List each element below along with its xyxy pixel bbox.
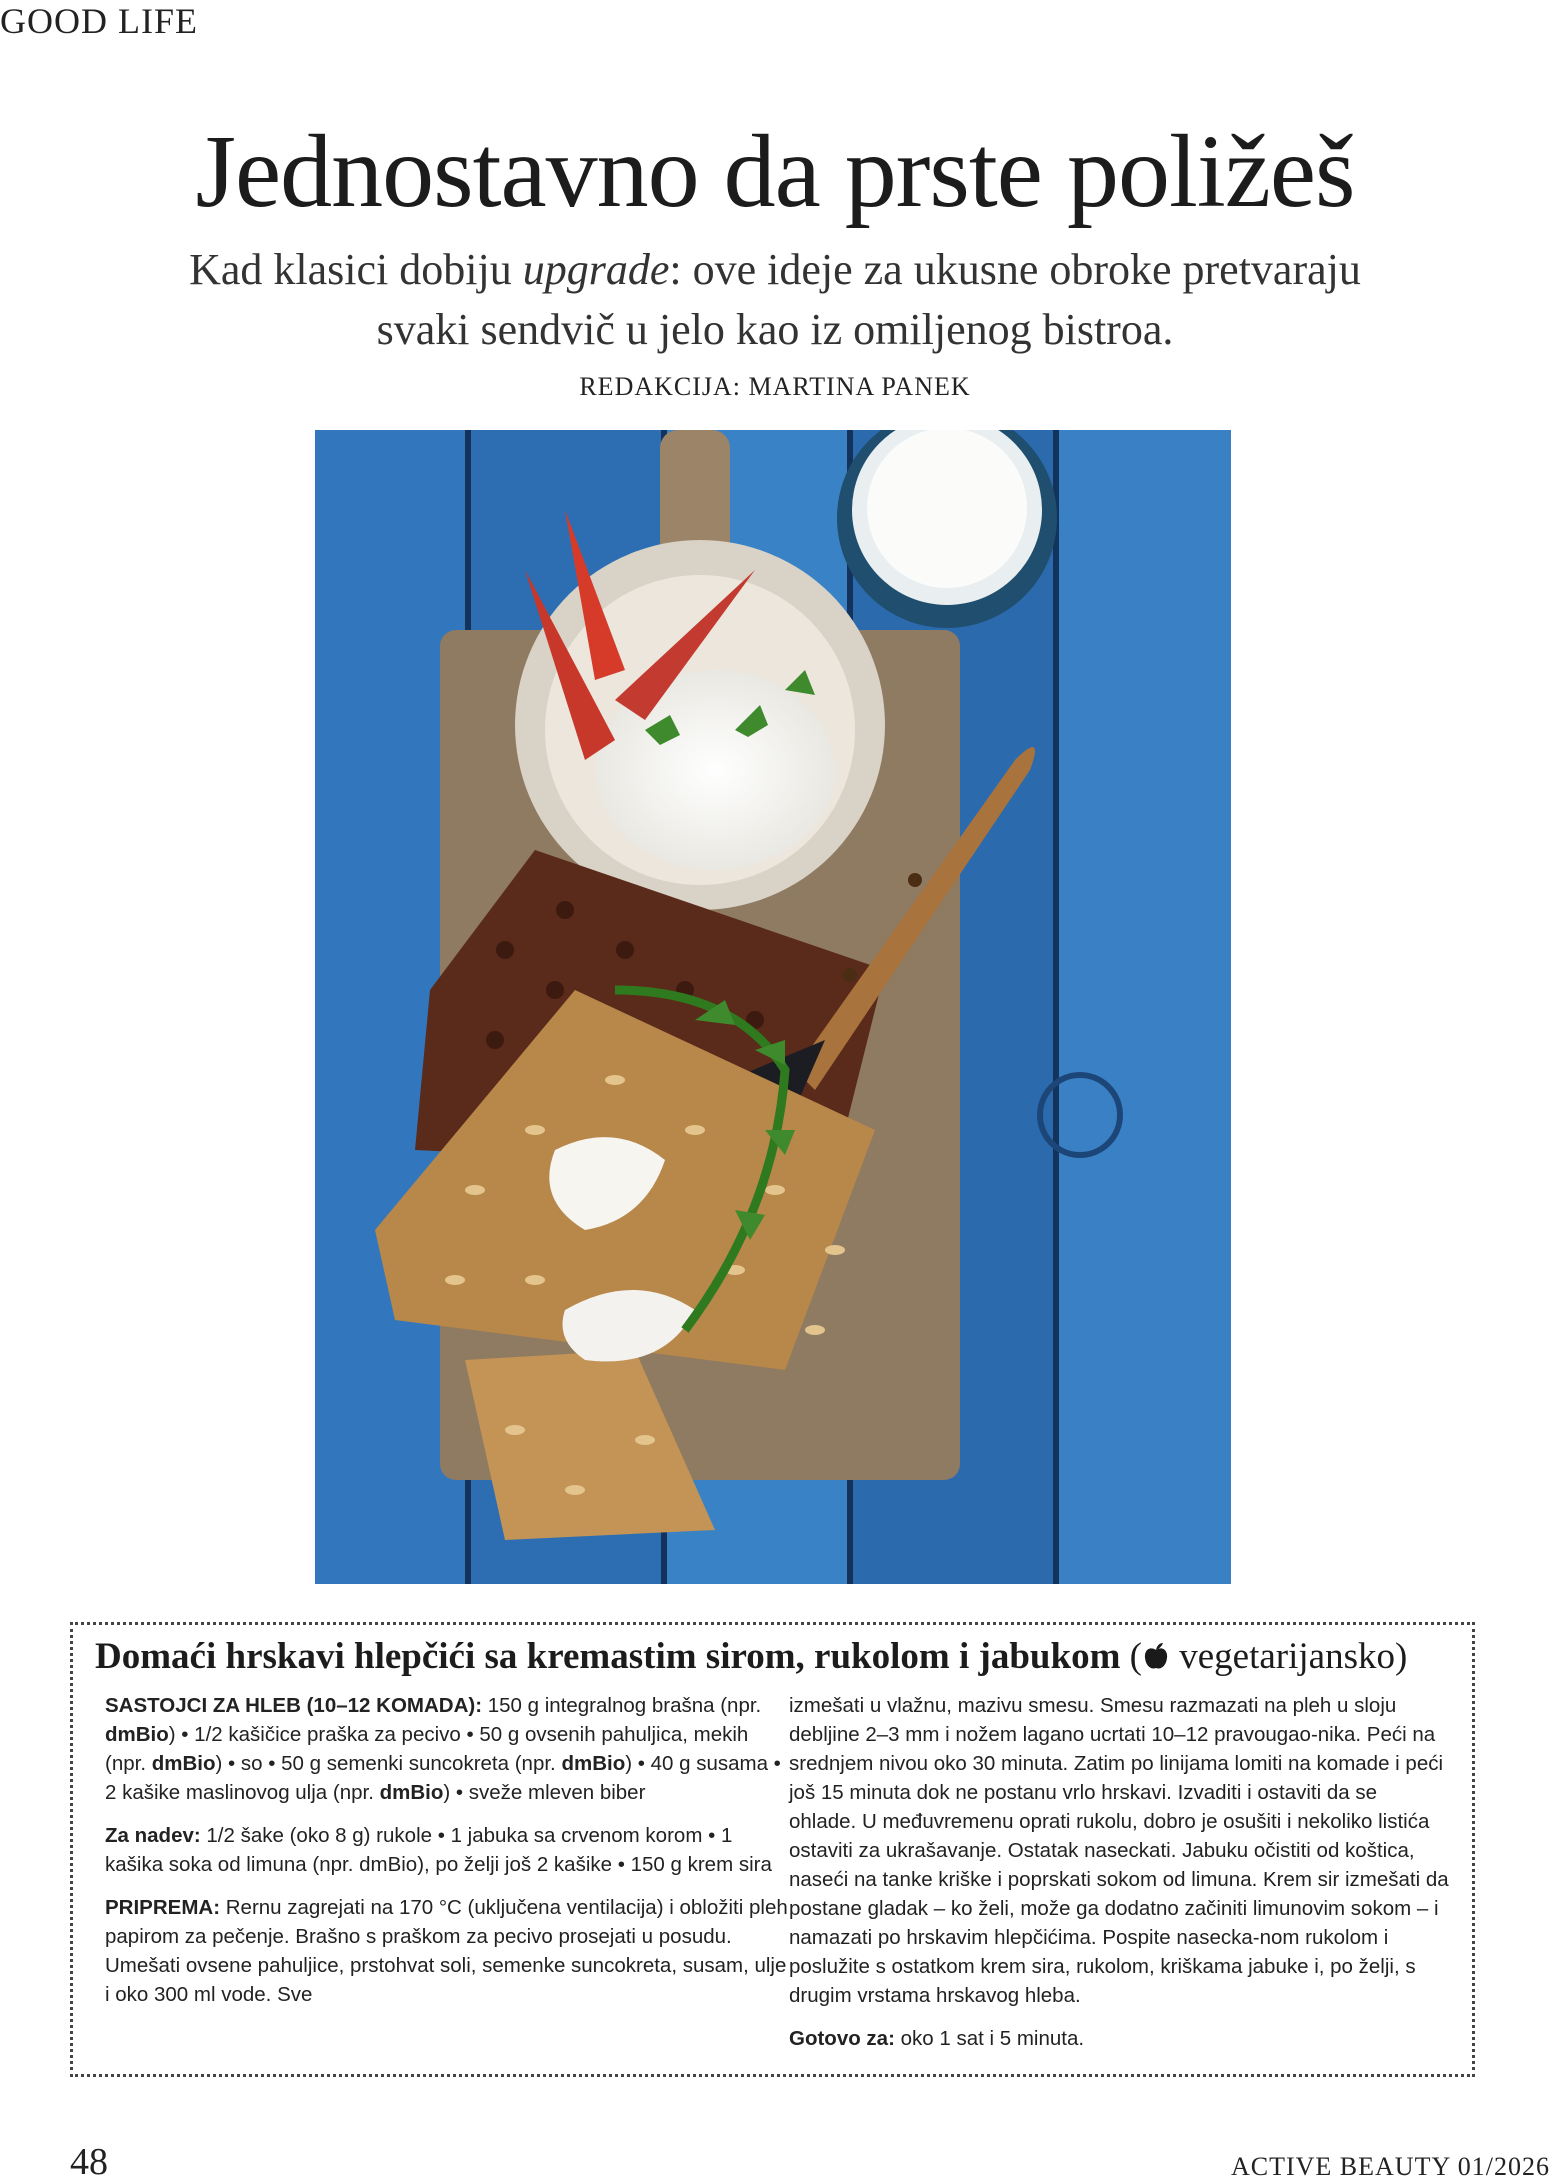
prep-continued: izmešati u vlažnu, mazivu smesu. Smesu razmazati na pleh u sloju debljine 2–3 mm i nožem lagano ucrtati 10–12 pravougao-nika. Peći na srednjem nivou oko 30 minuta. Zatim po linijama lomiti na komade i peći još 15 minuta dok ne postanu vrlo hrskavi. Izvaditi i ostaviti da se ohlade. U međuvremenu oprati rukolu, dobro je osušiti i nekoliko listića ostaviti za ukrašavanje. Ostatak naseckati. Jabuku očistiti od koštica, naseći na tanke kriške i poprskati sokom od limuna. Krem sir izmešati da postane gladak – ko želi, može ga dodatno začiniti limunovim sokom – i namazati po hrskavim hlepčićima. Pospite nasecka-nom rukolom i poslužite s ostatkom krem sira, rukolom, kriškama jabuke i, po želji, s drugim vrstama hrskavog hleba. — [789, 1694, 1449, 2007]
recipe-box — [70, 1622, 1475, 2077]
byline: REDAKCIJA: MARTINA PANEK — [579, 372, 971, 401]
recipe-column-left — [105, 1691, 795, 2023]
magazine-issue: ACTIVE BEAUTY 01/2026 — [1230, 2152, 1550, 2181]
brand-name: dmBio — [561, 1752, 626, 1775]
food-photo-illustration — [315, 430, 1231, 1584]
filling-label: Za nadev: — [105, 1824, 201, 1847]
recipe-column-right — [789, 1691, 1449, 2067]
section-label: GOOD LIFE — [0, 1, 198, 41]
ready-paragraph — [789, 2024, 1449, 2053]
food-photo — [315, 430, 1231, 1584]
recipe-title — [95, 1635, 1465, 1678]
ingredients-label: SASTOJCI ZA HLEB (10–12 KOMADA): — [105, 1694, 483, 1717]
recipe-title-main: Domaći hrskavi hlepčići sa kremastim sirom, rukolom i jabukom — [95, 1636, 1121, 1677]
page-number: 48 — [70, 2141, 108, 2183]
ingredients-text: ) • 1/2 kašičice praška za pecivo • 50 g ovsenih pahuljica, mekih (npr. — [105, 1723, 749, 1775]
brand-name: dmBio — [151, 1752, 216, 1775]
subtitle-text-1: Kad klasici dobiju — [189, 245, 523, 294]
recipe-title-paren: ( — [1120, 1636, 1142, 1677]
apple-icon — [1142, 1636, 1170, 1677]
ingredients-paragraph — [105, 1691, 795, 1807]
prep-paragraph — [105, 1893, 795, 2009]
filling-text: 1/2 šake (oko 8 g) rukole • 1 jabuka sa crvenom korom • 1 kašika soka od limuna (npr. dmBio), po želji još 2 kašike • 150 g krem sira — [105, 1824, 772, 1876]
ready-label: Gotovo za: — [789, 2027, 895, 2050]
ingredients-text: ) • so • 50 g semenki suncokreta (npr. — [215, 1752, 562, 1775]
ready-text: oko 1 sat i 5 minuta. — [894, 2027, 1085, 2050]
subtitle-italic: upgrade — [522, 245, 670, 294]
brand-name: dmBio — [379, 1781, 444, 1804]
subtitle-text-2: : ove ideje za ukusne obroke pretvaraju svaki sendvič u jelo kao iz omiljenog bistroa. — [376, 245, 1361, 354]
subtitle — [150, 240, 1400, 360]
prep-text: Rernu zagrejati na 170 °C (uključena ventilacija) i obložiti pleh papirom za pečenje. Brašno s praškom za pecivo prosejati u posudu. Umešati ovsene pahuljice, prstohvat soli, semenke suncokreta, susam, ulje i oko 300 ml vode. Sve — [105, 1896, 788, 2006]
prep-label: PRIPREMA: — [105, 1896, 221, 1919]
ingredients-text: 150 g integralnog brašna (npr. — [482, 1694, 762, 1717]
filling-paragraph — [105, 1821, 795, 1879]
ingredients-text: ) • sveže mleven biber — [443, 1781, 646, 1804]
brand-name: dmBio — [105, 1723, 169, 1746]
recipe-title-veg: vegetarijansko) — [1169, 1636, 1408, 1677]
page-title: Jednostavno da prste poližeš — [195, 114, 1355, 229]
ingredients-text: ) • 40 g susama • 2 kašike maslinovog ulja (npr. — [105, 1752, 781, 1804]
